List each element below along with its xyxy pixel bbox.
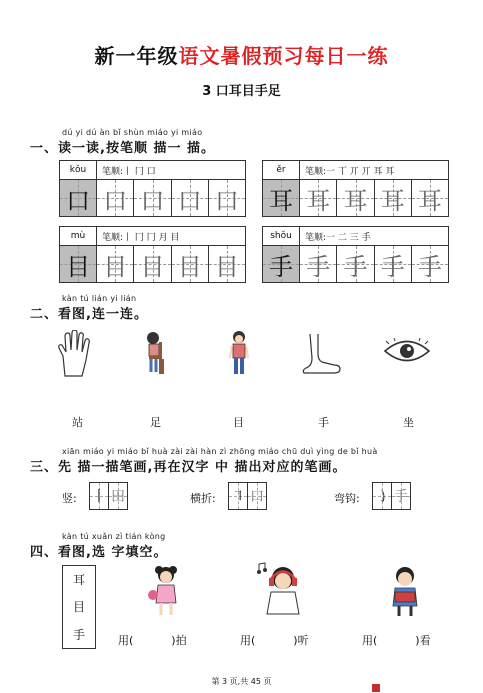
section-4-text: 看图,选 字填空。 bbox=[58, 545, 168, 560]
stroke-box[interactable]: ㇁ bbox=[372, 482, 392, 510]
char-box-header bbox=[263, 227, 448, 246]
section-4-pinyin: kàn tú xuǎn zì tián kòng bbox=[62, 532, 166, 541]
listening-girl-picture bbox=[255, 562, 305, 618]
char-box-er bbox=[262, 160, 449, 217]
trace-cell[interactable]: 目 bbox=[134, 246, 171, 282]
trace-cell[interactable]: 口 bbox=[97, 180, 134, 216]
stroke-box[interactable]: 丨 bbox=[89, 482, 109, 510]
choice-char-er: 耳 bbox=[72, 573, 85, 588]
reading-boy-picture bbox=[385, 566, 425, 618]
char-box-header bbox=[60, 161, 245, 180]
stroke-practice-shu bbox=[89, 482, 128, 510]
stroke-label-shu: 竖: bbox=[62, 492, 77, 505]
trace-cell[interactable]: 手 bbox=[412, 246, 448, 282]
match-word-zu[interactable]: 足 bbox=[150, 416, 161, 429]
section-3-heading bbox=[30, 456, 347, 475]
choice-char-shou: 手 bbox=[72, 627, 85, 642]
section-2-pinyin: kàn tú lián yi lián bbox=[62, 294, 137, 303]
match-word-zuo[interactable]: 坐 bbox=[403, 416, 414, 429]
title-black: 新一年级 bbox=[94, 44, 179, 68]
trace-cell[interactable]: 口 bbox=[172, 180, 209, 216]
trace-cell[interactable]: 目 bbox=[97, 246, 134, 282]
section-4-heading bbox=[30, 541, 167, 560]
trace-cell[interactable]: 手 bbox=[375, 246, 412, 282]
sitting-child-picture[interactable] bbox=[143, 330, 173, 376]
trace-cell[interactable]: 手 bbox=[337, 246, 374, 282]
char-box-header bbox=[60, 227, 245, 246]
char-box-shou bbox=[262, 226, 449, 283]
choice-box bbox=[62, 565, 96, 649]
fill-blank-1[interactable]: 用( )拍 bbox=[118, 634, 187, 647]
choice-char-mu: 目 bbox=[72, 600, 85, 615]
section-2-text: 看图,连一连。 bbox=[58, 307, 148, 322]
standing-child-picture[interactable] bbox=[228, 330, 250, 378]
hand-picture[interactable] bbox=[55, 330, 95, 378]
trace-cell[interactable]: 口 bbox=[134, 180, 171, 216]
section-1-text: 读一读,按笔顺 描一 描。 bbox=[58, 141, 216, 156]
char-box-header bbox=[263, 161, 448, 180]
trace-cell[interactable]: 目 bbox=[209, 246, 245, 282]
section-1-pinyin: dú yi dú àn bǐ shùn miáo yi miáo bbox=[62, 128, 203, 137]
eye-picture[interactable] bbox=[383, 338, 431, 364]
char-pinyin: shǒu bbox=[263, 227, 300, 245]
title-red: 语文暑假预习每日一练 bbox=[178, 44, 389, 68]
char-box-mu bbox=[59, 226, 246, 283]
lesson-title: 3 口耳目手足 bbox=[202, 84, 281, 99]
section-3-text: 先 描一描笔画,再在汉字 中 描出对应的笔画。 bbox=[58, 460, 347, 475]
char-stroke-order: 笔顺:丨 冂 冂 月 目 bbox=[102, 232, 180, 243]
trace-cell[interactable]: 耳 bbox=[412, 180, 448, 216]
foot-picture[interactable] bbox=[300, 332, 342, 376]
section-1-heading bbox=[30, 137, 215, 156]
char-stroke-order: 笔顺:一 丅 丌 丌 耳 耳 bbox=[305, 166, 395, 177]
section-3-pinyin: xiān miáo yi miáo bǐ huà zài zài hàn zì zhōng miáo chū duì yìng de bǐ huà bbox=[62, 447, 378, 456]
char-box[interactable]: 田 bbox=[109, 482, 128, 510]
char-pinyin: mù bbox=[60, 227, 97, 245]
section-2-heading bbox=[30, 303, 148, 322]
model-cell: 目 bbox=[60, 246, 97, 282]
char-stroke-order: 笔顺:一 二 三 手 bbox=[305, 232, 371, 243]
trace-cell[interactable]: 耳 bbox=[300, 180, 337, 216]
char-pinyin: kǒu bbox=[60, 161, 97, 179]
trace-cell[interactable]: 目 bbox=[172, 246, 209, 282]
stroke-box[interactable]: ㇕ bbox=[228, 482, 248, 510]
trace-cell[interactable]: 耳 bbox=[375, 180, 412, 216]
trace-cell[interactable]: 口 bbox=[209, 180, 245, 216]
section-2-number: 二、 bbox=[30, 307, 59, 322]
section-4-number: 四、 bbox=[30, 545, 59, 560]
page-title bbox=[0, 40, 483, 69]
match-word-zhan[interactable]: 站 bbox=[72, 416, 83, 429]
section-3-number: 三、 bbox=[30, 460, 59, 475]
char-box[interactable]: 手 bbox=[392, 482, 411, 510]
char-box-kou bbox=[59, 160, 246, 217]
fill-blank-3[interactable]: 用( )看 bbox=[362, 634, 431, 647]
char-box[interactable]: 口 bbox=[248, 482, 267, 510]
match-word-mu[interactable]: 目 bbox=[233, 416, 244, 429]
char-stroke-order: 笔顺:丨 冂 口 bbox=[102, 166, 156, 177]
corner-mark bbox=[372, 684, 380, 692]
clapping-girl-picture bbox=[146, 565, 186, 617]
model-cell: 手 bbox=[263, 246, 300, 282]
page-footer: 第 3 页,共 45 页 bbox=[211, 677, 272, 686]
fill-blank-2[interactable]: 用( )听 bbox=[240, 634, 309, 647]
stroke-label-hengzhe: 横折: bbox=[190, 492, 216, 505]
model-cell: 耳 bbox=[263, 180, 300, 216]
stroke-practice-hengzhe bbox=[228, 482, 267, 510]
stroke-label-wangou: 弯钩: bbox=[334, 492, 360, 505]
section-1-number: 一、 bbox=[30, 141, 59, 156]
trace-cell[interactable]: 手 bbox=[300, 246, 337, 282]
stroke-practice-wangou bbox=[372, 482, 411, 510]
model-cell: 口 bbox=[60, 180, 97, 216]
match-word-shou[interactable]: 手 bbox=[318, 416, 329, 429]
char-pinyin: ěr bbox=[263, 161, 300, 179]
trace-cell[interactable]: 耳 bbox=[337, 180, 374, 216]
